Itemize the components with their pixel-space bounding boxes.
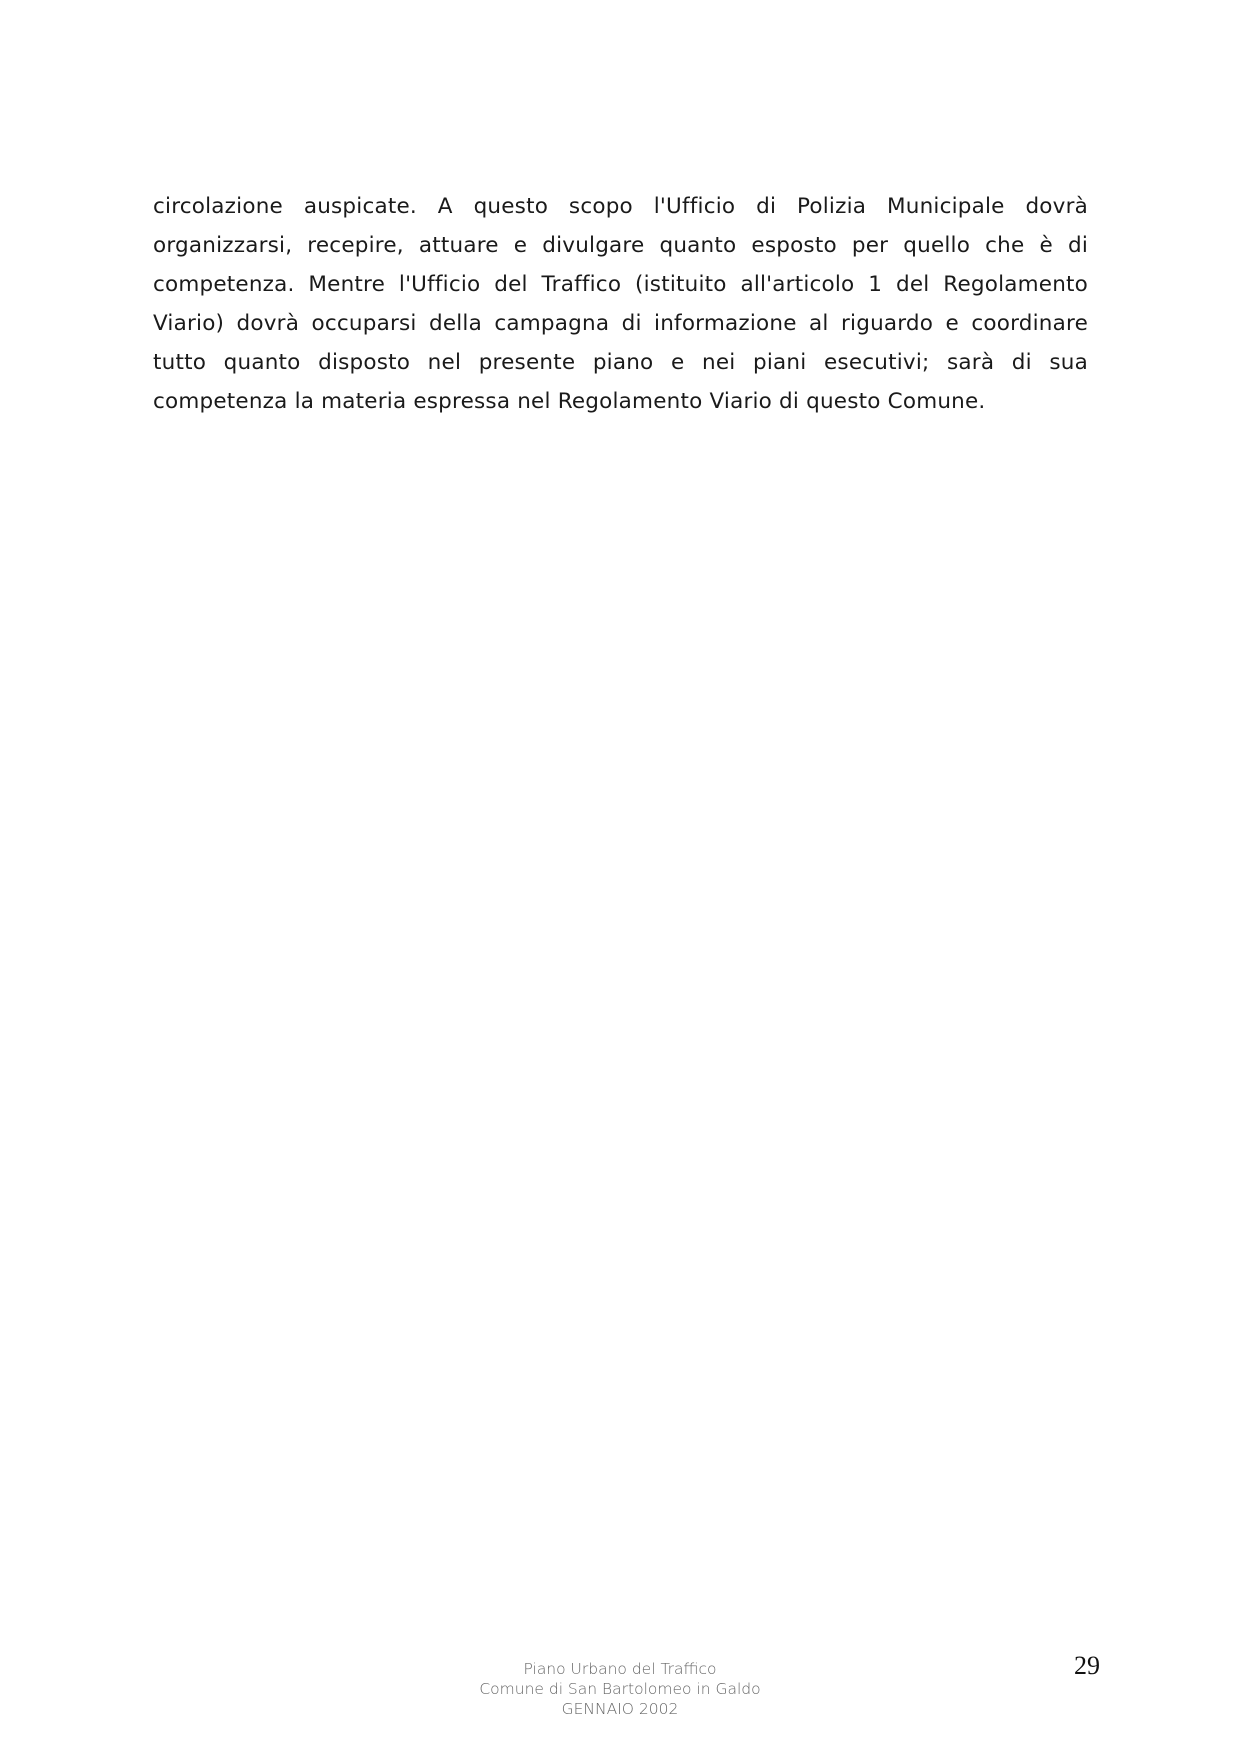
body-paragraph: [153, 187, 1088, 421]
footer-date: GENNAIO 2002: [561, 1700, 679, 1718]
paragraph-line-1: circolazione auspicate. A questo scopo l'Ufficio di Polizia Municipale dovrà: [153, 194, 1088, 219]
footer-municipality: Comune di San Bartolomeo in Galdo: [479, 1680, 761, 1698]
page-footer: [420, 1659, 820, 1719]
paragraph-line-2: organizzarsi, recepire, attuare e divulgare quanto esposto per quello che è di: [153, 233, 1088, 258]
paragraph-line-3: competenza. Mentre l'Ufficio del Traffico (istituito all'articolo 1 del Regolamento: [153, 272, 1088, 297]
paragraph-line-6: competenza la materia espressa nel Regolamento Viario di questo Comune.: [153, 389, 986, 414]
page-number: 29: [1074, 1651, 1100, 1680]
paragraph-line-4: Viario) dovrà occuparsi della campagna di informazione al riguardo e coordinare: [153, 311, 1088, 336]
paragraph-line-5: tutto quanto disposto nel presente piano e nei piani esecutivi; sarà di sua: [153, 350, 1088, 375]
footer-title: Piano Urbano del Traffico: [523, 1660, 717, 1678]
